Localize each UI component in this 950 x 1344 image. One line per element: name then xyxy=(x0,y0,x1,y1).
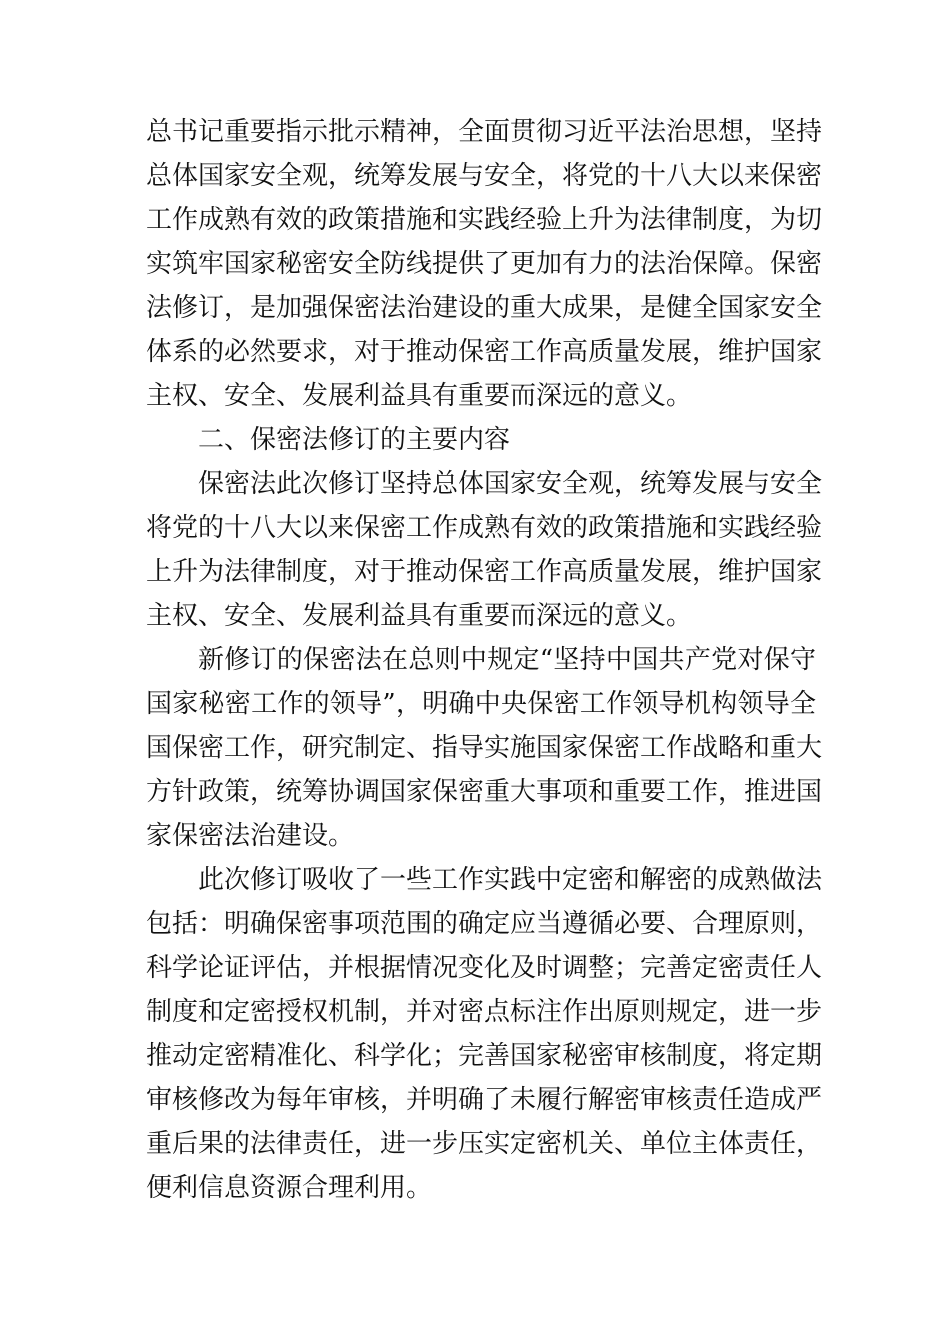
paragraph-3-line-3: 国保密工作，研究制定、指导实施国家保密工作战略和重大 xyxy=(146,733,823,763)
paragraph-1-line-4: 实筑牢国家秘密安全防线提供了更加有力的法治保障。保密 xyxy=(146,249,823,279)
paragraph-3-line-5: 家保密法治建设。 xyxy=(146,821,355,851)
paragraph-4-line-8: 便利信息资源合理利用。 xyxy=(146,1173,433,1203)
paragraph-4-line-5: 推动定密精准化、科学化；完善国家秘密审核制度，将定期 xyxy=(146,1041,823,1071)
paragraph-4-line-6: 审核修改为每年审核，并明确了未履行解密审核责任造成严 xyxy=(146,1085,823,1115)
paragraph-2-line-2: 将党的十八大以来保密工作成熟有效的政策措施和实践经验 xyxy=(146,513,823,543)
paragraph-1-line-5: 法修订，是加强保密法治建设的重大成果，是健全国家安全 xyxy=(146,293,823,323)
paragraph-1-line-2: 总体国家安全观，统筹发展与安全，将党的十八大以来保密 xyxy=(146,161,823,191)
paragraph-1-line-7: 主权、安全、发展利益具有重要而深远的意义。 xyxy=(146,381,693,411)
paragraph-4-line-1: 此次修订吸收了一些工作实践中定密和解密的成熟做法 xyxy=(198,865,823,895)
paragraph-2-line-3: 上升为法律制度，对于推动保密工作高质量发展，维护国家 xyxy=(146,557,823,587)
paragraph-2-line-4: 主权、安全、发展利益具有重要而深远的意义。 xyxy=(146,601,693,631)
paragraph-1-line-1: 总书记重要指示批示精神，全面贯彻习近平法治思想，坚持 xyxy=(146,117,823,147)
paragraph-3-line-2: 国家秘密工作的领导”，明确中央保密工作领导机构领导全 xyxy=(146,689,816,719)
section-heading: 二、保密法修订的主要内容 xyxy=(198,425,511,455)
paragraph-4-line-2: 包括：明确保密事项范围的确定应当遵循必要、合理原则， xyxy=(146,909,823,939)
paragraph-4-line-7: 重后果的法律责任，进一步压实定密机关、单位主体责任， xyxy=(146,1129,823,1159)
paragraph-1-line-6: 体系的必然要求，对于推动保密工作高质量发展，维护国家 xyxy=(146,337,823,367)
paragraph-4-line-3: 科学论证评估，并根据情况变化及时调整；完善定密责任人 xyxy=(146,953,823,983)
paragraph-3-line-4: 方针政策，统筹协调国家保密重大事项和重要工作，推进国 xyxy=(146,777,823,807)
paragraph-3-line-1: 新修订的保密法在总则中规定“坚持中国共产党对保守 xyxy=(198,645,816,675)
paragraph-1-line-3: 工作成熟有效的政策措施和实践经验上升为法律制度，为切 xyxy=(146,205,823,235)
paragraph-4-line-4: 制度和定密授权机制，并对密点标注作出原则规定，进一步 xyxy=(146,997,823,1027)
paragraph-2-line-1: 保密法此次修订坚持总体国家安全观，统筹发展与安全 xyxy=(198,469,823,499)
